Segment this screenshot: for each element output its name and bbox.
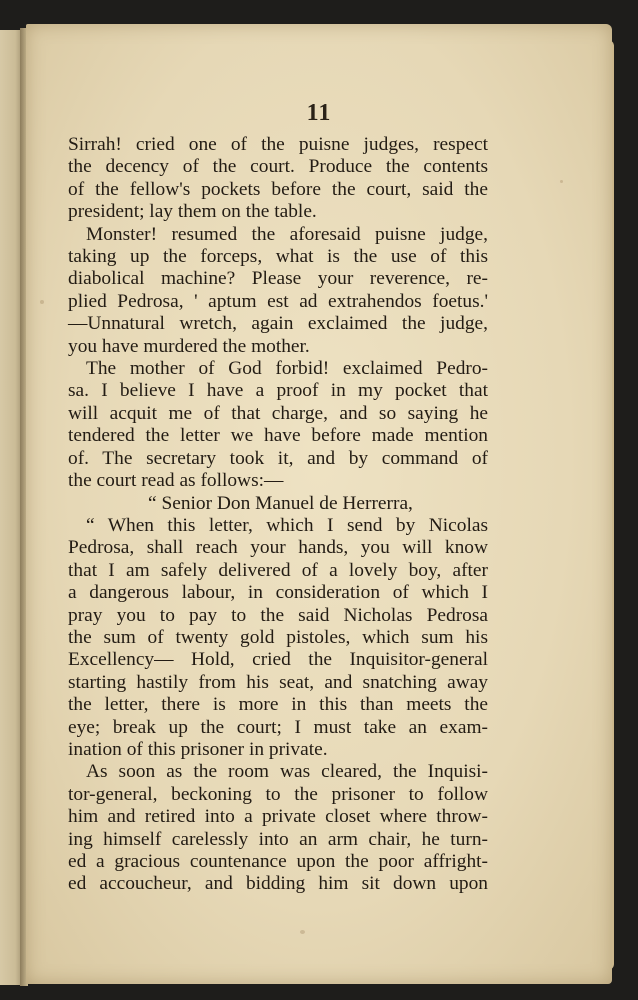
paper-speckle: [560, 180, 563, 183]
text-line: of the fellow's pockets before the court, said the: [68, 178, 488, 200]
text-line: Monster! resumed the aforesaid puisne judge,: [86, 223, 488, 245]
text-line: tor-general, beckoning to the prisoner to follow: [68, 783, 488, 805]
text-line: starting hastily from his seat, and snatching away: [68, 671, 488, 693]
text-line: the decency of the court. Produce the contents: [68, 156, 488, 178]
text-line: of. The secretary took it, and by command of: [68, 447, 488, 469]
text-line: a dangerous labour, in consideration of which I: [68, 582, 488, 604]
text-line: “ When this letter, which I send by Nicolas: [86, 514, 488, 536]
text-line: eye; break up the court; I must take an exam-: [68, 716, 488, 738]
paper-speckle: [300, 930, 305, 934]
text-line: diabolical machine? Please your reverence, re-: [68, 268, 488, 290]
text-line: ing himself carelessly into an arm chair, he turn-: [68, 828, 488, 850]
text-line: sa. I believe I have a proof in my pocket that: [68, 380, 488, 402]
text-line: Pedrosa, shall reach your hands, you will know: [68, 537, 488, 559]
text-line: the sum of twenty gold pistoles, which sum his: [68, 626, 488, 648]
text-line: As soon as the room was cleared, the Inquisi-: [86, 761, 488, 783]
text-line: you have murdered the mother.: [68, 335, 310, 357]
text-line: Excellency— Hold, cried the Inquisitor-general: [68, 649, 488, 671]
body-text: [68, 134, 488, 896]
text-line: will acquit me of that charge, and so saying he: [68, 402, 488, 424]
page-number: 11: [306, 100, 332, 126]
text-line: the court read as follows:—: [68, 470, 284, 492]
text-line: The mother of God forbid! exclaimed Pedro-: [86, 358, 488, 380]
text-line: ed accoucheur, and bidding him sit down upon: [68, 873, 488, 895]
text-line: him and retired into a private closet where throw-: [68, 806, 488, 828]
text-line: that I am safely delivered of a lovely boy, after: [68, 559, 488, 581]
text-line: tendered the letter we have before made mention: [68, 425, 488, 447]
left-page-edge: [0, 30, 22, 985]
letter-salutation: “ Senior Don Manuel de Herrerra,: [148, 492, 413, 514]
text-line: president; lay them on the table.: [68, 201, 317, 223]
text-line: taking up the forceps, what is the use of this: [68, 246, 488, 268]
text-line: ed a gracious countenance upon the poor affright-: [68, 851, 488, 872]
text-line: —Unnatural wretch, again exclaimed the judge,: [68, 313, 488, 335]
text-line: Sirrah! cried one of the puisne judges, respect: [68, 134, 488, 155]
text-line: pray you to pay to the said Nicholas Pedrosa: [68, 604, 488, 626]
paper-speckle: [40, 300, 44, 304]
text-line: ination of this prisoner in private.: [68, 738, 328, 760]
text-line: the letter, there is more in this than meets the: [68, 694, 488, 716]
text-line: plied Pedrosa, ' aptum est ad extrahendos foetus.': [68, 290, 488, 312]
